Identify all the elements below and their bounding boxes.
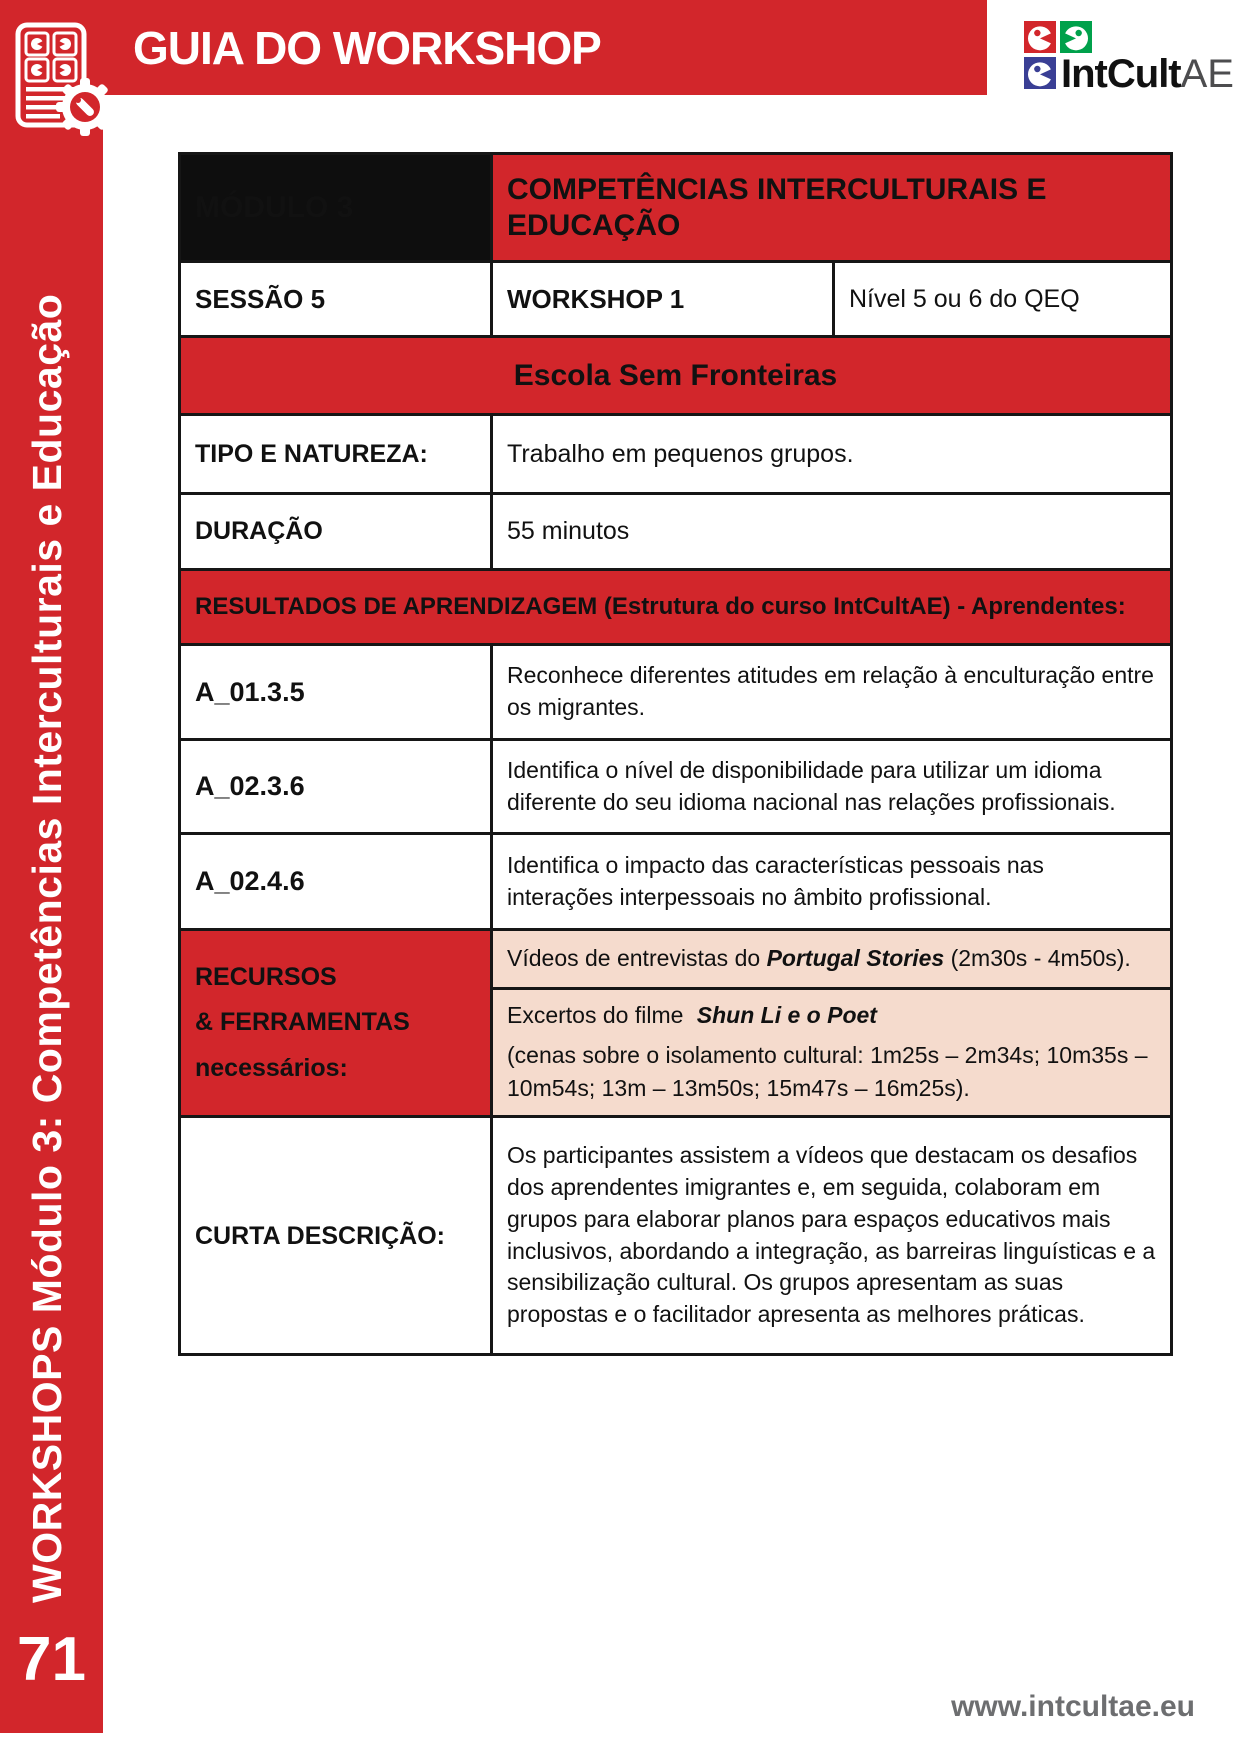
type-row [180, 415, 1172, 494]
resource-video-suffix: (2m30s - 4m50s). [944, 945, 1131, 972]
outcome-row [180, 834, 1172, 930]
outcome-text: Identifica o impacto das características pessoais nas interações interpessoais no âmbito profissional. [492, 834, 1172, 930]
outcome-row [180, 740, 1172, 834]
resources-label-line: & FERRAMENTAS [195, 1008, 410, 1037]
type-value-cell: Trabalho em pequenos grupos. [492, 415, 1172, 494]
logo-square-red [1024, 21, 1056, 53]
type-label-cell: TIPO E NATUREZA: [180, 415, 492, 494]
resource-video-title: Portugal Stories [766, 945, 945, 972]
activity-title-cell: Escola Sem Fronteiras [180, 337, 1172, 415]
description-text-cell: Os participantes assistem a vídeos que destacam os desafios dos aprendentes imigrantes e, em seguida, colaboram em grupos para elaborar planos para espaços educativos mais inclusivos, abordando a integração, as barreiras linguísticas e a sensibilização cultural. Os grupos apresentam as suas propostas e o facilitador apresenta as melhores práticas. [492, 1117, 1172, 1355]
logo-wordmark-bold: IntCult [1061, 52, 1181, 96]
resources-label-line: necessários: [195, 1053, 348, 1082]
description-label-cell: CURTA DESCRIÇÃO: [180, 1117, 492, 1355]
resource-video-prefix: Vídeos de entrevistas do [507, 945, 767, 972]
workshop-guide-icon [14, 22, 114, 140]
workshop-guide-table [178, 152, 1173, 1356]
session-row [180, 262, 1172, 337]
module-header-row [180, 154, 1172, 262]
sidebar-vertical-caption: WORKSHOPS Módulo 3: Competências Interculturais e Educação [24, 293, 70, 1603]
outcome-code: A_02.3.6 [180, 740, 492, 834]
outcome-text: Identifica o nível de disponibilidade para utilizar um idioma diferente do seu idioma nacional nas relações profissionais. [492, 740, 1172, 834]
resources-label-line: RECURSOS [195, 962, 337, 991]
resource-film-details: (cenas sobre o isolamento cultural: 1m25s – 2m34s; 10m35s – 10m54s; 13m – 13m50s; 15m47s – 16m25s). [507, 1041, 1148, 1102]
description-row [180, 1117, 1172, 1355]
outcomes-header-row [180, 570, 1172, 645]
module-title-cell: COMPETÊNCIAS INTERCULTURAIS E EDUCAÇÃO [492, 154, 1172, 262]
page-title: GUIA DO WORKSHOP [133, 22, 601, 74]
resource-film-title: Shun Li e o Poet [696, 1002, 877, 1029]
logo-square-green [1060, 21, 1092, 53]
logo-face-icon [1024, 57, 1056, 89]
logo-wordmark [1061, 52, 1234, 96]
session-cell: SESSÃO 5 [180, 262, 492, 337]
duration-row [180, 494, 1172, 570]
duration-value-cell: 55 minutos [492, 494, 1172, 570]
resources-row-1 [180, 930, 1172, 989]
workshop-cell: WORKSHOP 1 [492, 262, 834, 337]
outcome-code: A_02.4.6 [180, 834, 492, 930]
resource-film-cell [492, 989, 1172, 1117]
icon-face-grid [26, 33, 76, 81]
level-cell: Nível 5 ou 6 do QEQ [834, 262, 1172, 337]
outcome-code: A_01.3.5 [180, 645, 492, 740]
outcome-text: Reconhece diferentes atitudes em relação à enculturação entre os migrantes. [492, 645, 1172, 740]
activity-title-row [180, 337, 1172, 415]
page-number: 71 [17, 1625, 86, 1694]
logo-face-icon [1024, 21, 1056, 53]
gear-icon [56, 78, 114, 136]
module-label-cell: MÓDULO 3 [180, 154, 492, 262]
resource-video-cell [492, 930, 1172, 989]
outcome-row [180, 645, 1172, 740]
logo-face-icon [1060, 21, 1092, 53]
logo-wordmark-light: AE [1180, 52, 1234, 96]
footer-website: www.intcultae.eu [951, 1690, 1195, 1723]
resources-label-cell [180, 930, 492, 1117]
logo-square-blue [1024, 57, 1056, 89]
outcomes-header-cell: RESULTADOS DE APRENDIZAGEM (Estrutura do curso IntCultAE) - Aprendentes: [180, 570, 1172, 645]
resource-film-prefix: Excertos do filme [507, 1002, 690, 1029]
duration-label-cell: DURAÇÃO [180, 494, 492, 570]
